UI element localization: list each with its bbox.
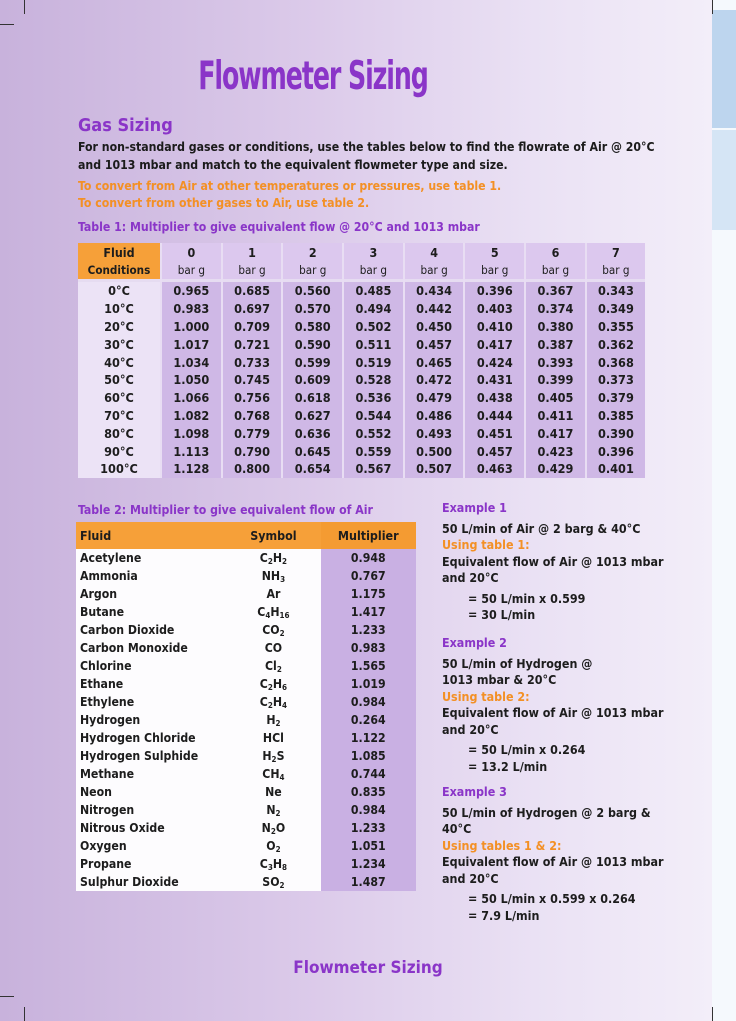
multiplier-cell: 1.050 bbox=[161, 371, 222, 389]
example-heading: Example 3 bbox=[442, 784, 507, 799]
multiplier-cell: 1.113 bbox=[161, 442, 222, 460]
table-row bbox=[76, 765, 416, 783]
multiplier-cell: 0.511 bbox=[343, 335, 404, 353]
multiplier-cell: 0.373 bbox=[586, 371, 645, 389]
table-row bbox=[76, 801, 416, 819]
fluid-cell: Ethylene bbox=[76, 693, 226, 711]
multiplier-cell: 0.756 bbox=[222, 389, 283, 407]
example-calc bbox=[442, 742, 672, 775]
page-footer: Flowmeter Sizing bbox=[293, 958, 443, 978]
multiplier-cell: 1.085 bbox=[321, 747, 416, 765]
multiplier-cell: 1.487 bbox=[321, 873, 416, 891]
unit-header: bar g bbox=[404, 261, 465, 279]
multiplier-cell: 0.560 bbox=[282, 282, 343, 300]
table-row bbox=[78, 442, 645, 460]
fluid-cell: Oxygen bbox=[76, 837, 226, 855]
table-row bbox=[76, 657, 416, 675]
unit-header: bar g bbox=[464, 261, 525, 279]
symbol-cell: $O_2$ bbox=[226, 837, 320, 855]
multiplier-cell: 1.233 bbox=[321, 621, 416, 639]
example-line: 50 L/min of Hydrogen @ bbox=[442, 655, 593, 671]
table2 bbox=[76, 522, 416, 891]
instruction-line: To convert from Air at other temperatures or pressures, use table 1. bbox=[78, 179, 502, 193]
multiplier-cell: 1.017 bbox=[161, 335, 222, 353]
calc-line: = 7.9 L/min bbox=[468, 907, 540, 923]
table2-header-row bbox=[76, 522, 416, 549]
multiplier-cell: 1.565 bbox=[321, 657, 416, 675]
multiplier-cell: 0.349 bbox=[586, 300, 645, 318]
calc-line: = 13.2 L/min bbox=[468, 758, 548, 774]
symbol-header: Symbol bbox=[226, 522, 320, 549]
symbol-cell: $NH_3$ bbox=[226, 567, 320, 585]
multiplier-cell: 0.472 bbox=[404, 371, 465, 389]
crop-mark bbox=[0, 996, 14, 997]
multiplier-cell: 0.507 bbox=[404, 460, 465, 478]
corner-label: Fluid bbox=[78, 243, 161, 261]
symbol-cell: $C_4H_{16}$ bbox=[226, 603, 320, 621]
fluid-cell: Hydrogen Sulphide bbox=[76, 747, 226, 765]
multiplier-cell: 1.417 bbox=[321, 603, 416, 621]
multiplier-cell: 0.965 bbox=[161, 282, 222, 300]
intro-text: For non-standard gases or conditions, use the tables below to find the flowrate of Air @ 20°C and 1013 mbar and match to the equivalent flowmeter type and size. bbox=[78, 140, 655, 172]
fluid-cell: Propane bbox=[76, 855, 226, 873]
right-tab-marker-lower bbox=[712, 130, 736, 230]
fluid-cell: Methane bbox=[76, 765, 226, 783]
multiplier-cell: 1.128 bbox=[161, 460, 222, 478]
calc-line: = 50 L/min x 0.599 bbox=[468, 590, 586, 606]
multiplier-cell: 0.744 bbox=[321, 765, 416, 783]
table-row bbox=[78, 424, 645, 442]
multiplier-cell: 0.544 bbox=[343, 407, 404, 425]
table-row bbox=[76, 747, 416, 765]
calc-line: = 50 L/min x 0.264 bbox=[468, 742, 586, 757]
table-row bbox=[76, 711, 416, 729]
unit-header: bar g bbox=[586, 261, 645, 279]
table-row bbox=[78, 300, 645, 318]
table-row bbox=[76, 549, 416, 567]
crop-mark bbox=[24, 0, 25, 14]
fluid-cell: Ethane bbox=[76, 675, 226, 693]
multiplier-cell: 0.768 bbox=[222, 407, 283, 425]
fluid-cell: Nitrogen bbox=[76, 801, 226, 819]
multiplier-cell: 1.175 bbox=[321, 585, 416, 603]
symbol-cell: $N_2O$ bbox=[226, 819, 320, 837]
multiplier-cell: 1.051 bbox=[321, 837, 416, 855]
unit-header: bar g bbox=[343, 261, 404, 279]
multiplier-cell: 0.417 bbox=[464, 335, 525, 353]
multiplier-cell: 0.745 bbox=[222, 371, 283, 389]
multiplier-cell: 0.431 bbox=[464, 371, 525, 389]
multiplier-cell: 0.457 bbox=[404, 335, 465, 353]
symbol-cell: $C_2H_2$ bbox=[226, 549, 320, 567]
calc-line: = 30 L/min bbox=[468, 607, 536, 622]
example-equiv: and 20°C bbox=[442, 870, 499, 886]
multiplier-cell: 0.685 bbox=[222, 282, 283, 300]
multiplier-cell: 0.709 bbox=[222, 318, 283, 336]
temperature-cell: 80°C bbox=[78, 424, 161, 442]
multiplier-cell: 0.559 bbox=[343, 442, 404, 460]
symbol-cell: $CO_2$ bbox=[226, 621, 320, 639]
table1-header-row bbox=[78, 243, 645, 261]
table-row bbox=[76, 621, 416, 639]
multiplier-cell: 0.417 bbox=[525, 424, 586, 442]
example-table-ref: Using table 1: bbox=[442, 537, 530, 552]
multiplier-cell: 0.486 bbox=[404, 407, 465, 425]
table-row bbox=[76, 603, 416, 621]
multiplier-cell: 0.396 bbox=[586, 442, 645, 460]
symbol-cell: $SO_2$ bbox=[226, 873, 320, 891]
symbol-cell: $C_3H_8$ bbox=[226, 855, 320, 873]
temperature-cell: 10°C bbox=[78, 300, 161, 318]
table-row bbox=[76, 783, 416, 801]
fluid-cell: Ammonia bbox=[76, 567, 226, 585]
table-row bbox=[78, 318, 645, 336]
multiplier-cell: 0.444 bbox=[464, 407, 525, 425]
table-row bbox=[76, 819, 416, 837]
table-row bbox=[78, 407, 645, 425]
multiplier-cell: 1.019 bbox=[321, 675, 416, 693]
multiplier-cell: 0.627 bbox=[282, 407, 343, 425]
multiplier-cell: 0.984 bbox=[321, 801, 416, 819]
symbol-cell: $N_2$ bbox=[226, 801, 320, 819]
example-line: 1013 mbar & 20°C bbox=[442, 672, 557, 687]
multiplier-cell: 0.721 bbox=[222, 335, 283, 353]
calc-line: = 50 L/min x 0.599 x 0.264 bbox=[468, 891, 636, 906]
multiplier-cell: 0.368 bbox=[586, 353, 645, 371]
fluid-cell: Hydrogen bbox=[76, 711, 226, 729]
table-row bbox=[78, 371, 645, 389]
unit-header: bar g bbox=[525, 261, 586, 279]
temperature-cell: 20°C bbox=[78, 318, 161, 336]
temperature-cell: 0°C bbox=[78, 282, 161, 300]
multiplier-cell: 0.790 bbox=[222, 442, 283, 460]
fluid-header: Fluid bbox=[76, 522, 226, 549]
table-row bbox=[78, 460, 645, 478]
multiplier-cell: 0.779 bbox=[222, 424, 283, 442]
example-line: 50 L/min of Air @ 2 barg & 40°C bbox=[442, 520, 641, 536]
multiplier-cell: 1.098 bbox=[161, 424, 222, 442]
multiplier-cell: 0.645 bbox=[282, 442, 343, 460]
multiplier-cell: 0.343 bbox=[586, 282, 645, 300]
multiplier-cell: 0.429 bbox=[525, 460, 586, 478]
table1 bbox=[78, 243, 645, 478]
example-table-ref: Using table 2: bbox=[442, 688, 530, 704]
example-calc bbox=[442, 591, 672, 624]
multiplier-cell: 0.493 bbox=[404, 424, 465, 442]
multiplier-cell: 1.000 bbox=[161, 318, 222, 336]
multiplier-cell: 0.465 bbox=[404, 353, 465, 371]
multiplier-cell: 0.767 bbox=[321, 567, 416, 585]
temperature-cell: 100°C bbox=[78, 460, 161, 478]
example-line: 40°C bbox=[442, 821, 472, 836]
temperature-cell: 40°C bbox=[78, 353, 161, 371]
multiplier-cell: 0.528 bbox=[343, 371, 404, 389]
multiplier-cell: 0.948 bbox=[321, 549, 416, 567]
fluid-cell: Neon bbox=[76, 783, 226, 801]
temperature-cell: 50°C bbox=[78, 371, 161, 389]
example-heading: Example 1 bbox=[442, 500, 507, 515]
fluid-cell: Hydrogen Chloride bbox=[76, 729, 226, 747]
table-row bbox=[76, 639, 416, 657]
corner-label: Conditions bbox=[78, 261, 161, 279]
multiplier-cell: 1.034 bbox=[161, 353, 222, 371]
symbol-cell: $Cl_2$ bbox=[226, 657, 320, 675]
multiplier-cell: 0.451 bbox=[464, 424, 525, 442]
multiplier-header: Multiplier bbox=[321, 522, 416, 549]
multiplier-cell: 0.618 bbox=[282, 389, 343, 407]
multiplier-cell: 0.697 bbox=[222, 300, 283, 318]
multiplier-cell: 0.442 bbox=[404, 300, 465, 318]
multiplier-cell: 0.264 bbox=[321, 711, 416, 729]
multiplier-cell: 0.393 bbox=[525, 353, 586, 371]
symbol-cell: $C_2H_6$ bbox=[226, 675, 320, 693]
multiplier-cell: 0.434 bbox=[404, 282, 465, 300]
multiplier-cell: 0.367 bbox=[525, 282, 586, 300]
crop-mark bbox=[0, 24, 14, 25]
multiplier-cell: 0.401 bbox=[586, 460, 645, 478]
multiplier-cell: 0.502 bbox=[343, 318, 404, 336]
example-equiv: Equivalent flow of Air @ 1013 mbar bbox=[442, 705, 664, 720]
unit-header: bar g bbox=[282, 261, 343, 279]
multiplier-cell: 0.984 bbox=[321, 693, 416, 711]
pressure-header: 3 bbox=[343, 243, 404, 261]
pressure-header: 4 bbox=[404, 243, 465, 261]
multiplier-cell: 0.399 bbox=[525, 371, 586, 389]
multiplier-cell: 0.654 bbox=[282, 460, 343, 478]
example-equiv: Equivalent flow of Air @ 1013 mbar bbox=[442, 553, 664, 569]
symbol-cell: Ne bbox=[226, 783, 320, 801]
table-row bbox=[78, 389, 645, 407]
multiplier-cell: 1.122 bbox=[321, 729, 416, 747]
temperature-cell: 60°C bbox=[78, 389, 161, 407]
multiplier-cell: 0.590 bbox=[282, 335, 343, 353]
section-title: Gas Sizing bbox=[78, 115, 173, 136]
multiplier-cell: 0.424 bbox=[464, 353, 525, 371]
table1-unit-row bbox=[78, 261, 645, 279]
multiplier-cell: 0.385 bbox=[586, 407, 645, 425]
temperature-cell: 90°C bbox=[78, 442, 161, 460]
table-row bbox=[76, 675, 416, 693]
multiplier-cell: 0.457 bbox=[464, 442, 525, 460]
multiplier-cell: 0.405 bbox=[525, 389, 586, 407]
temperature-cell: 70°C bbox=[78, 407, 161, 425]
multiplier-cell: 0.733 bbox=[222, 353, 283, 371]
multiplier-cell: 0.362 bbox=[586, 335, 645, 353]
pressure-header: 0 bbox=[161, 243, 222, 261]
instruction-line: To convert from other gases to Air, use table 2. bbox=[78, 196, 370, 210]
crop-mark bbox=[24, 1007, 25, 1021]
example-equiv: and 20°C bbox=[442, 721, 499, 737]
symbol-cell: $H_2S$ bbox=[226, 747, 320, 765]
table-row bbox=[76, 837, 416, 855]
fluid-cell: Argon bbox=[76, 585, 226, 603]
multiplier-cell: 0.387 bbox=[525, 335, 586, 353]
multiplier-cell: 0.396 bbox=[464, 282, 525, 300]
conversion-instructions bbox=[78, 178, 501, 212]
symbol-cell: $C_2H_4$ bbox=[226, 693, 320, 711]
table2-caption: Table 2: Multiplier to give equivalent flow of Air bbox=[78, 503, 373, 517]
pressure-header: 5 bbox=[464, 243, 525, 261]
temperature-cell: 30°C bbox=[78, 335, 161, 353]
multiplier-cell: 0.609 bbox=[282, 371, 343, 389]
multiplier-cell: 0.423 bbox=[525, 442, 586, 460]
multiplier-cell: 0.390 bbox=[586, 424, 645, 442]
fluid-cell: Carbon Dioxide bbox=[76, 621, 226, 639]
table-row bbox=[78, 335, 645, 353]
multiplier-cell: 1.233 bbox=[321, 819, 416, 837]
table-row bbox=[76, 585, 416, 603]
example-equiv: and 20°C bbox=[442, 570, 499, 585]
example-calc bbox=[442, 891, 672, 924]
fluid-cell: Chlorine bbox=[76, 657, 226, 675]
multiplier-cell: 0.570 bbox=[282, 300, 343, 318]
multiplier-cell: 0.374 bbox=[525, 300, 586, 318]
multiplier-cell: 0.355 bbox=[586, 318, 645, 336]
symbol-cell: HCl bbox=[226, 729, 320, 747]
fluid-cell: Butane bbox=[76, 603, 226, 621]
fluid-cell: Nitrous Oxide bbox=[76, 819, 226, 837]
table-row bbox=[76, 873, 416, 891]
multiplier-cell: 0.479 bbox=[404, 389, 465, 407]
table-row bbox=[78, 353, 645, 371]
table-row bbox=[78, 282, 645, 300]
multiplier-cell: 0.983 bbox=[161, 300, 222, 318]
unit-header: bar g bbox=[161, 261, 222, 279]
table-row bbox=[76, 729, 416, 747]
multiplier-cell: 0.494 bbox=[343, 300, 404, 318]
pressure-header: 2 bbox=[282, 243, 343, 261]
multiplier-cell: 0.599 bbox=[282, 353, 343, 371]
symbol-cell: $H_2$ bbox=[226, 711, 320, 729]
pressure-header: 6 bbox=[525, 243, 586, 261]
multiplier-cell: 0.636 bbox=[282, 424, 343, 442]
fluid-cell: Acetylene bbox=[76, 549, 226, 567]
multiplier-cell: 0.485 bbox=[343, 282, 404, 300]
unit-header: bar g bbox=[222, 261, 283, 279]
page-title: Flowmeter Sizing bbox=[198, 54, 428, 99]
multiplier-cell: 0.379 bbox=[586, 389, 645, 407]
right-tab-marker bbox=[712, 10, 736, 128]
multiplier-cell: 0.536 bbox=[343, 389, 404, 407]
table1-caption: Table 1: Multiplier to give equivalent flow @ 20°C and 1013 mbar bbox=[78, 220, 480, 234]
fluid-cell: Carbon Monoxide bbox=[76, 639, 226, 657]
crop-mark bbox=[712, 1007, 713, 1021]
example-1 bbox=[442, 500, 672, 624]
multiplier-cell: 0.800 bbox=[222, 460, 283, 478]
multiplier-cell: 0.567 bbox=[343, 460, 404, 478]
multiplier-cell: 0.463 bbox=[464, 460, 525, 478]
multiplier-cell: 0.500 bbox=[404, 442, 465, 460]
multiplier-cell: 0.403 bbox=[464, 300, 525, 318]
example-equiv: Equivalent flow of Air @ 1013 mbar bbox=[442, 854, 664, 869]
example-line: 50 L/min of Hydrogen @ 2 barg & bbox=[442, 804, 651, 820]
multiplier-cell: 0.552 bbox=[343, 424, 404, 442]
pressure-header: 1 bbox=[222, 243, 283, 261]
table-row bbox=[76, 567, 416, 585]
example-table-ref: Using tables 1 & 2: bbox=[442, 837, 562, 853]
fluid-cell: Sulphur Dioxide bbox=[76, 873, 226, 891]
example-2 bbox=[442, 635, 672, 775]
symbol-cell: $CH_4$ bbox=[226, 765, 320, 783]
multiplier-cell: 0.450 bbox=[404, 318, 465, 336]
example-heading: Example 2 bbox=[442, 635, 507, 650]
multiplier-cell: 0.380 bbox=[525, 318, 586, 336]
multiplier-cell: 1.234 bbox=[321, 855, 416, 873]
multiplier-cell: 0.438 bbox=[464, 389, 525, 407]
multiplier-cell: 0.410 bbox=[464, 318, 525, 336]
multiplier-cell: 1.066 bbox=[161, 389, 222, 407]
table-row bbox=[76, 855, 416, 873]
multiplier-cell: 0.580 bbox=[282, 318, 343, 336]
multiplier-cell: 0.983 bbox=[321, 639, 416, 657]
multiplier-cell: 0.519 bbox=[343, 353, 404, 371]
multiplier-cell: 0.835 bbox=[321, 783, 416, 801]
pressure-header: 7 bbox=[586, 243, 645, 261]
symbol-cell: Ar bbox=[226, 585, 320, 603]
multiplier-cell: 1.082 bbox=[161, 407, 222, 425]
symbol-cell: CO bbox=[226, 639, 320, 657]
table-row bbox=[76, 693, 416, 711]
example-3 bbox=[442, 784, 672, 924]
multiplier-cell: 0.411 bbox=[525, 407, 586, 425]
crop-mark bbox=[712, 0, 713, 14]
